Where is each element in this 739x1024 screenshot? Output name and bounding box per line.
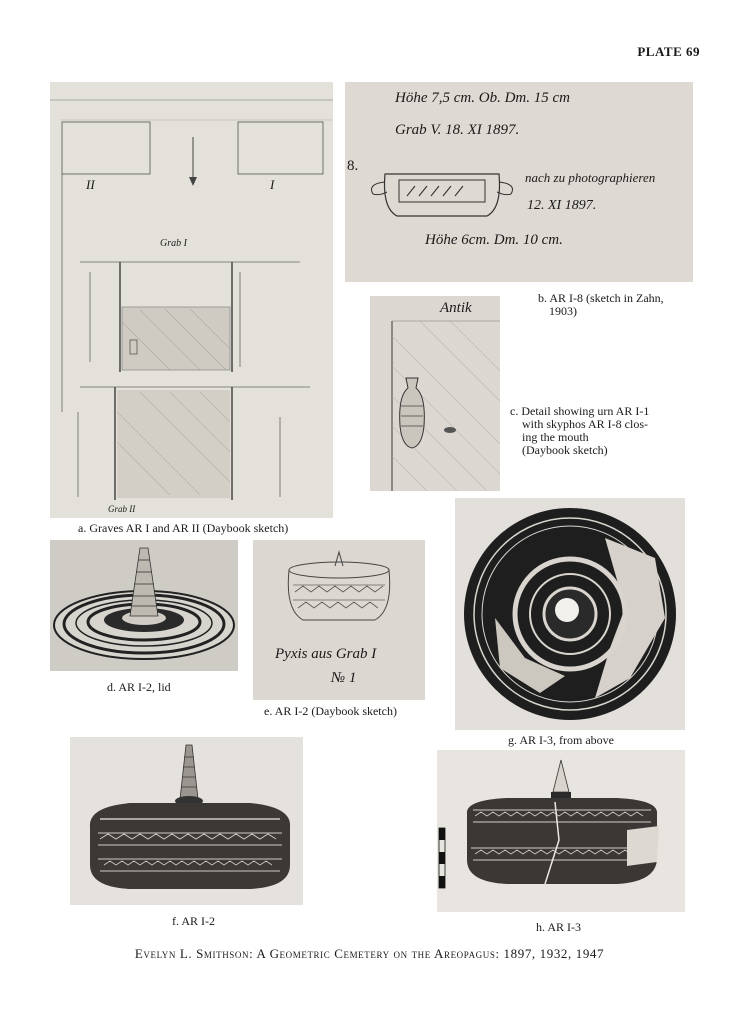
figure-g-pyxis-from-above xyxy=(455,498,685,730)
caption-a: a. Graves AR I and AR II (Daybook sketch) xyxy=(78,521,289,535)
sketch-b-text-line4: 12. XI 1897. xyxy=(527,198,597,213)
sketch-label-grave-2: II xyxy=(86,177,95,192)
sketch-b-text-line1: Höhe 7,5 cm. Ob. Dm. 15 cm xyxy=(395,90,570,106)
figure-e-pyxis-sketch xyxy=(253,540,425,700)
graves-sketch-drawing xyxy=(50,82,333,518)
caption-b-line2: 1903) xyxy=(549,304,577,318)
caption-h: h. AR I-3 xyxy=(536,920,581,934)
skyphos-sketch-drawing xyxy=(367,168,517,223)
caption-d: d. AR I-2, lid xyxy=(107,680,171,694)
pyxis-photo-drawing xyxy=(70,737,303,905)
sketch-c-label-antik: Antik xyxy=(440,300,472,316)
footer-citation: Evelyn L. Smithson: A Geometric Cemetery on the Areopagus: 1897, 1932, 1947 xyxy=(134,946,605,961)
caption-b-line1: b. AR I-8 (sketch in Zahn, xyxy=(538,291,664,305)
caption-c-line1: c. Detail showing urn AR I-1 xyxy=(510,404,650,418)
plate-number: PLATE 69 xyxy=(637,44,700,59)
caption-f: f. AR I-2 xyxy=(172,914,215,928)
sketch-label-grab-2: Grab II xyxy=(108,504,136,514)
sketch-b-text-line3: nach zu photographieren xyxy=(525,170,656,185)
caption-c-line4: (Daybook sketch) xyxy=(522,443,608,457)
caption-e: e. AR I-2 (Daybook sketch) xyxy=(264,704,397,718)
figure-h-pyxis-photo xyxy=(437,750,685,912)
sketch-label-grave-1: I xyxy=(270,177,275,192)
pyxis-h-photo-drawing xyxy=(437,750,685,912)
figure-b-skyphos-sketch xyxy=(345,82,693,282)
pyxis-above-drawing xyxy=(455,498,685,730)
figure-d-lid-photo xyxy=(50,540,238,671)
sketch-b-number: 8. xyxy=(347,158,359,174)
caption-c-line3: ing the mouth xyxy=(522,430,589,444)
figure-c-urn-detail xyxy=(370,296,500,491)
sketch-b-text-line2: Grab V. 18. XI 1897. xyxy=(395,122,520,138)
sketch-e-label-line2: № 1 xyxy=(331,670,357,686)
sketch-b-text-line5: Höhe 6cm. Dm. 10 cm. xyxy=(425,232,563,248)
sketch-label-grab-1: Grab I xyxy=(160,238,187,249)
urn-detail-drawing xyxy=(370,296,500,491)
caption-g: g. AR I-3, from above xyxy=(508,733,614,747)
caption-c-line2: with skyphos AR I-8 clos- xyxy=(522,417,648,431)
scale-bar xyxy=(439,828,445,888)
sketch-e-label-line1: Pyxis aus Grab I xyxy=(275,646,377,662)
lid-photo-drawing xyxy=(50,540,238,671)
figure-f-pyxis-photo xyxy=(70,737,303,905)
figure-a-graves-sketch xyxy=(50,82,333,518)
pyxis-sketch-drawing xyxy=(253,540,425,630)
